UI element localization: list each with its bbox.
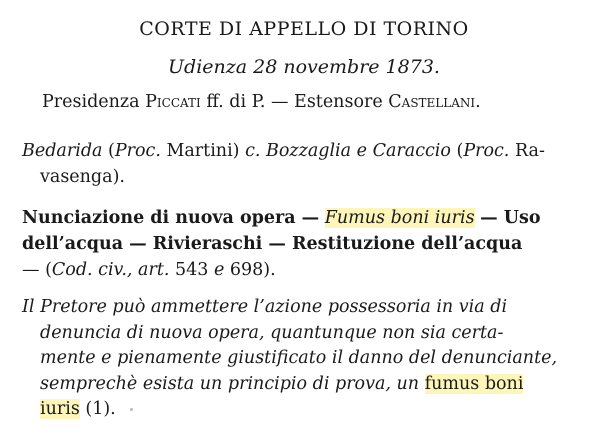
holding-l4a: semprechè esista un principio di prova, un bbox=[40, 373, 425, 394]
holding-line-2: denuncia di nuova opera, quantunque non sia certa- bbox=[40, 322, 504, 343]
massima-topic: Nunciazione di nuova opera — bbox=[22, 208, 320, 228]
proc-name-2: Ra- bbox=[509, 141, 545, 161]
parties-paren-open-2: ( bbox=[450, 141, 464, 161]
parties-continuation: vasenga). bbox=[40, 167, 125, 187]
massima-l3c: 543 bbox=[169, 260, 214, 280]
holding-line-3: mente e pienamente giustificato il danno del denunciante, bbox=[40, 348, 558, 368]
massima-l3a: — ( bbox=[22, 260, 52, 280]
proc-label-1: Proc. bbox=[114, 141, 161, 161]
presidency-middle: ff. di P. — Estensore bbox=[200, 92, 389, 112]
court-heading: CORTE DI APPELLO DI TORINO bbox=[139, 18, 469, 40]
proc-label-2: Proc. bbox=[463, 141, 510, 161]
massima-l3e: 698). bbox=[224, 260, 276, 280]
holding-fumus-highlight: fumus boni bbox=[424, 373, 524, 394]
president-name: Piccati bbox=[145, 92, 201, 112]
holding-iuris-highlight: iuris bbox=[40, 399, 80, 419]
massima-topic-2: — Uso bbox=[480, 208, 541, 228]
holding-paragraph bbox=[22, 295, 602, 423]
holding-line-5 bbox=[22, 397, 602, 423]
speck-mark bbox=[130, 408, 133, 411]
presidency-prefix: Presidenza bbox=[42, 92, 146, 112]
massima-keywords bbox=[22, 205, 602, 283]
massima-l3b: Cod. civ., art. bbox=[51, 260, 170, 280]
parties-line bbox=[22, 138, 602, 190]
holding-line-4 bbox=[22, 372, 602, 398]
proc-name-1: Martini) bbox=[160, 141, 246, 161]
party-appellant: Bedarida bbox=[22, 141, 103, 161]
massima-fumus-highlight: Fumus boni iuris bbox=[324, 208, 475, 228]
massima-l3d: e bbox=[213, 260, 225, 280]
massima-line-3 bbox=[22, 257, 602, 283]
estensore-name: Castellani. bbox=[388, 92, 481, 112]
party-respondents: c. Bozzaglia e Caraccio bbox=[245, 141, 451, 161]
footnote-ref: (1). bbox=[79, 399, 116, 419]
holding-line-1: Il Pretore può ammettere l’azione possessoria in via di bbox=[22, 297, 508, 317]
presidency-line bbox=[42, 92, 602, 112]
hearing-date: Udienza 28 novembre 1873. bbox=[168, 56, 440, 78]
massima-line-2: dell’acqua — Rivieraschi — Restituzione dell’acqua bbox=[22, 234, 523, 254]
parties-paren-open-1: ( bbox=[102, 141, 115, 161]
